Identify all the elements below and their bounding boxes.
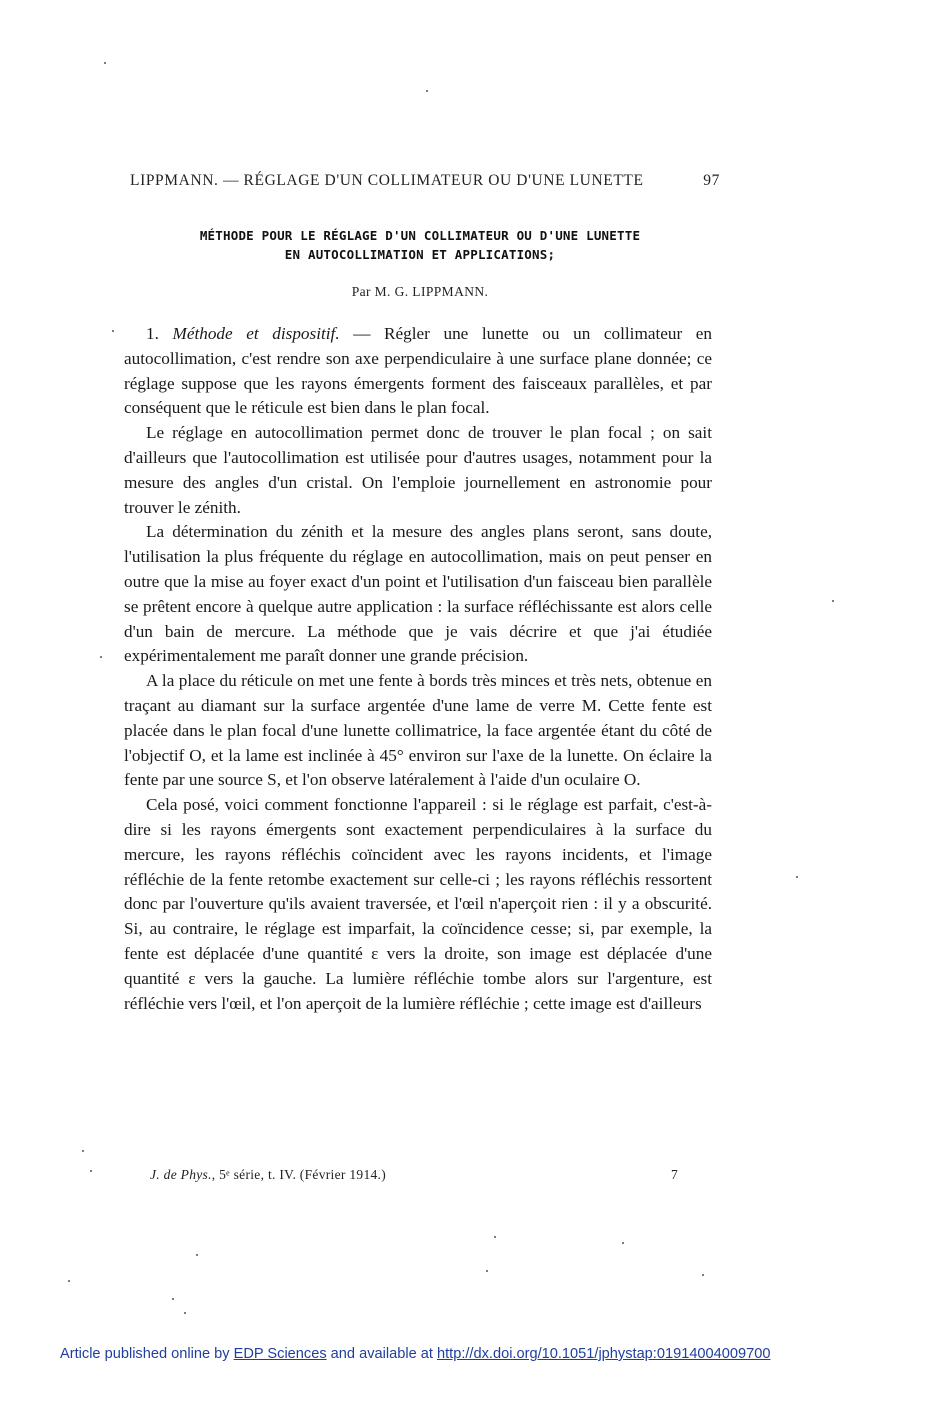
scan-speck — [100, 656, 102, 658]
page-number: 97 — [703, 172, 720, 189]
scan-speck — [196, 1254, 198, 1256]
scan-speck — [90, 1170, 92, 1172]
scan-speck — [184, 1312, 186, 1314]
scan-speck — [622, 1242, 624, 1244]
article-title-line-2: EN AUTOCOLLIMATION ET APPLICATIONS; — [284, 247, 556, 262]
section-dash: — — [339, 324, 385, 343]
scan-speck — [104, 62, 106, 64]
journal-volume: , 5ᵉ série, t. IV. (Février 1914.) — [211, 1167, 387, 1182]
paragraph-4: A la place du réticule on met une fente à bords très minces et très nets, obtenue en traçant au diamant sur la surface argentée d'une lame de verre M. Cette fente est placée dans le plan focal d'une lunette collimatrice, la face argentée étant du côté de l'objectif O, et la lame est inclinée à 45° environ sur l'axe de la lunette. On éclaire la fente par une source S, et l'on observe latéralement à l'aide d'un oculaire O. — [124, 671, 712, 790]
paragraph-1 — [124, 322, 712, 421]
running-head-title: LIPPMANN. — RÉGLAGE D'UN COLLIMATEUR OU D'UNE LUNETTE — [130, 172, 644, 189]
publisher-notice — [60, 1346, 770, 1362]
section-heading: Méthode et dispositif. — [172, 324, 340, 343]
paragraph-5: Cela posé, voici comment fonctionne l'appareil : si le réglage est parfait, c'est-à-dire si les rayons émergents sont exactement perpendiculaires à la surface du mercure, les rayons réfléchis coïncident avec les rayons incidents, et l'image réfléchie de la fente retombe exactement sur celle-ci ; les rayons réfléchis ressortent donc par l'ouverture qu'ils avaient traversée, et l'œil n'aperçoit rien : il y a obscurité. Si, au contraire, le réglage est imparfait, la coïncidence cesse; si, par exemple, la fente est déplacée d'une quantité ε vers la droite, son image est déplacée d'une quantité ε vers la gauche. La lumière réfléchie tombe alors sur l'argenture, est réfléchie vers l'œil, et l'on aperçoit de la lumière réfléchie ; cette image est d'ailleurs — [124, 795, 712, 1013]
paragraph-2: Le réglage en autocollimation permet donc de trouver le plan focal ; on sait d'ailleurs que l'autocollimation est utilisée pour d'autres usages, notamment pour la mesure des angles d'un cristal. On l'emploie journellement en astronomie pour trouver le zénith. — [124, 423, 712, 517]
footer-citation — [150, 1167, 386, 1183]
article-body — [124, 322, 712, 1016]
section-number: 1. — [146, 324, 159, 343]
scan-speck — [112, 330, 114, 332]
publisher-link[interactable]: EDP Sciences — [233, 1346, 327, 1362]
publisher-notice-middle: and available at — [326, 1346, 437, 1362]
paragraph-3: La détermination du zénith et la mesure des angles plans seront, sans doute, l'utilisation la plus fréquente du réglage en autocollimation, mais on peut penser en outre que la mise au foyer exact d'un point et l'utilisation d'un faisceau bien parallèle se prêtent encore à quelque autre application : la surface réfléchissante est alors celle d'un bain de mercure. La méthode que je vais décrire et que j'ai étudiée expérimentalement me paraît donner une grande précision. — [124, 522, 712, 666]
scan-speck — [832, 600, 834, 602]
paragraph-1-text: Régler une lunette ou un collimateur en autocollimation, c'est rendre son axe perpendiculaire à une surface plane donnée; ce réglage suppose que les rayons émergents forment des faisceaux parallèles, et par conséquent que le réticule est bien dans le plan focal. — [124, 324, 713, 418]
article-title — [100, 226, 740, 264]
journal-name: J. de Phys. — [150, 1167, 212, 1182]
scan-speck — [172, 1298, 174, 1300]
scan-speck — [426, 90, 428, 92]
scan-speck — [796, 876, 798, 878]
publisher-notice-prefix: Article published online by — [60, 1346, 234, 1362]
scan-speck — [68, 1280, 70, 1282]
page-footer — [150, 1167, 678, 1183]
scan-speck — [494, 1236, 496, 1238]
running-head — [130, 172, 720, 190]
signature-mark: 7 — [670, 1167, 678, 1182]
article-title-line-1: MÉTHODE POUR LE RÉGLAGE D'UN COLLIMATEUR OU D'UNE LUNETTE — [199, 228, 641, 243]
scan-speck — [486, 1270, 488, 1272]
author-byline: Par M. G. LIPPMANN. — [351, 284, 489, 299]
scan-speck — [702, 1274, 704, 1276]
doi-link[interactable]: http://dx.doi.org/10.1051/jphystap:01914004009700 — [436, 1346, 771, 1362]
scan-speck — [82, 1150, 84, 1152]
